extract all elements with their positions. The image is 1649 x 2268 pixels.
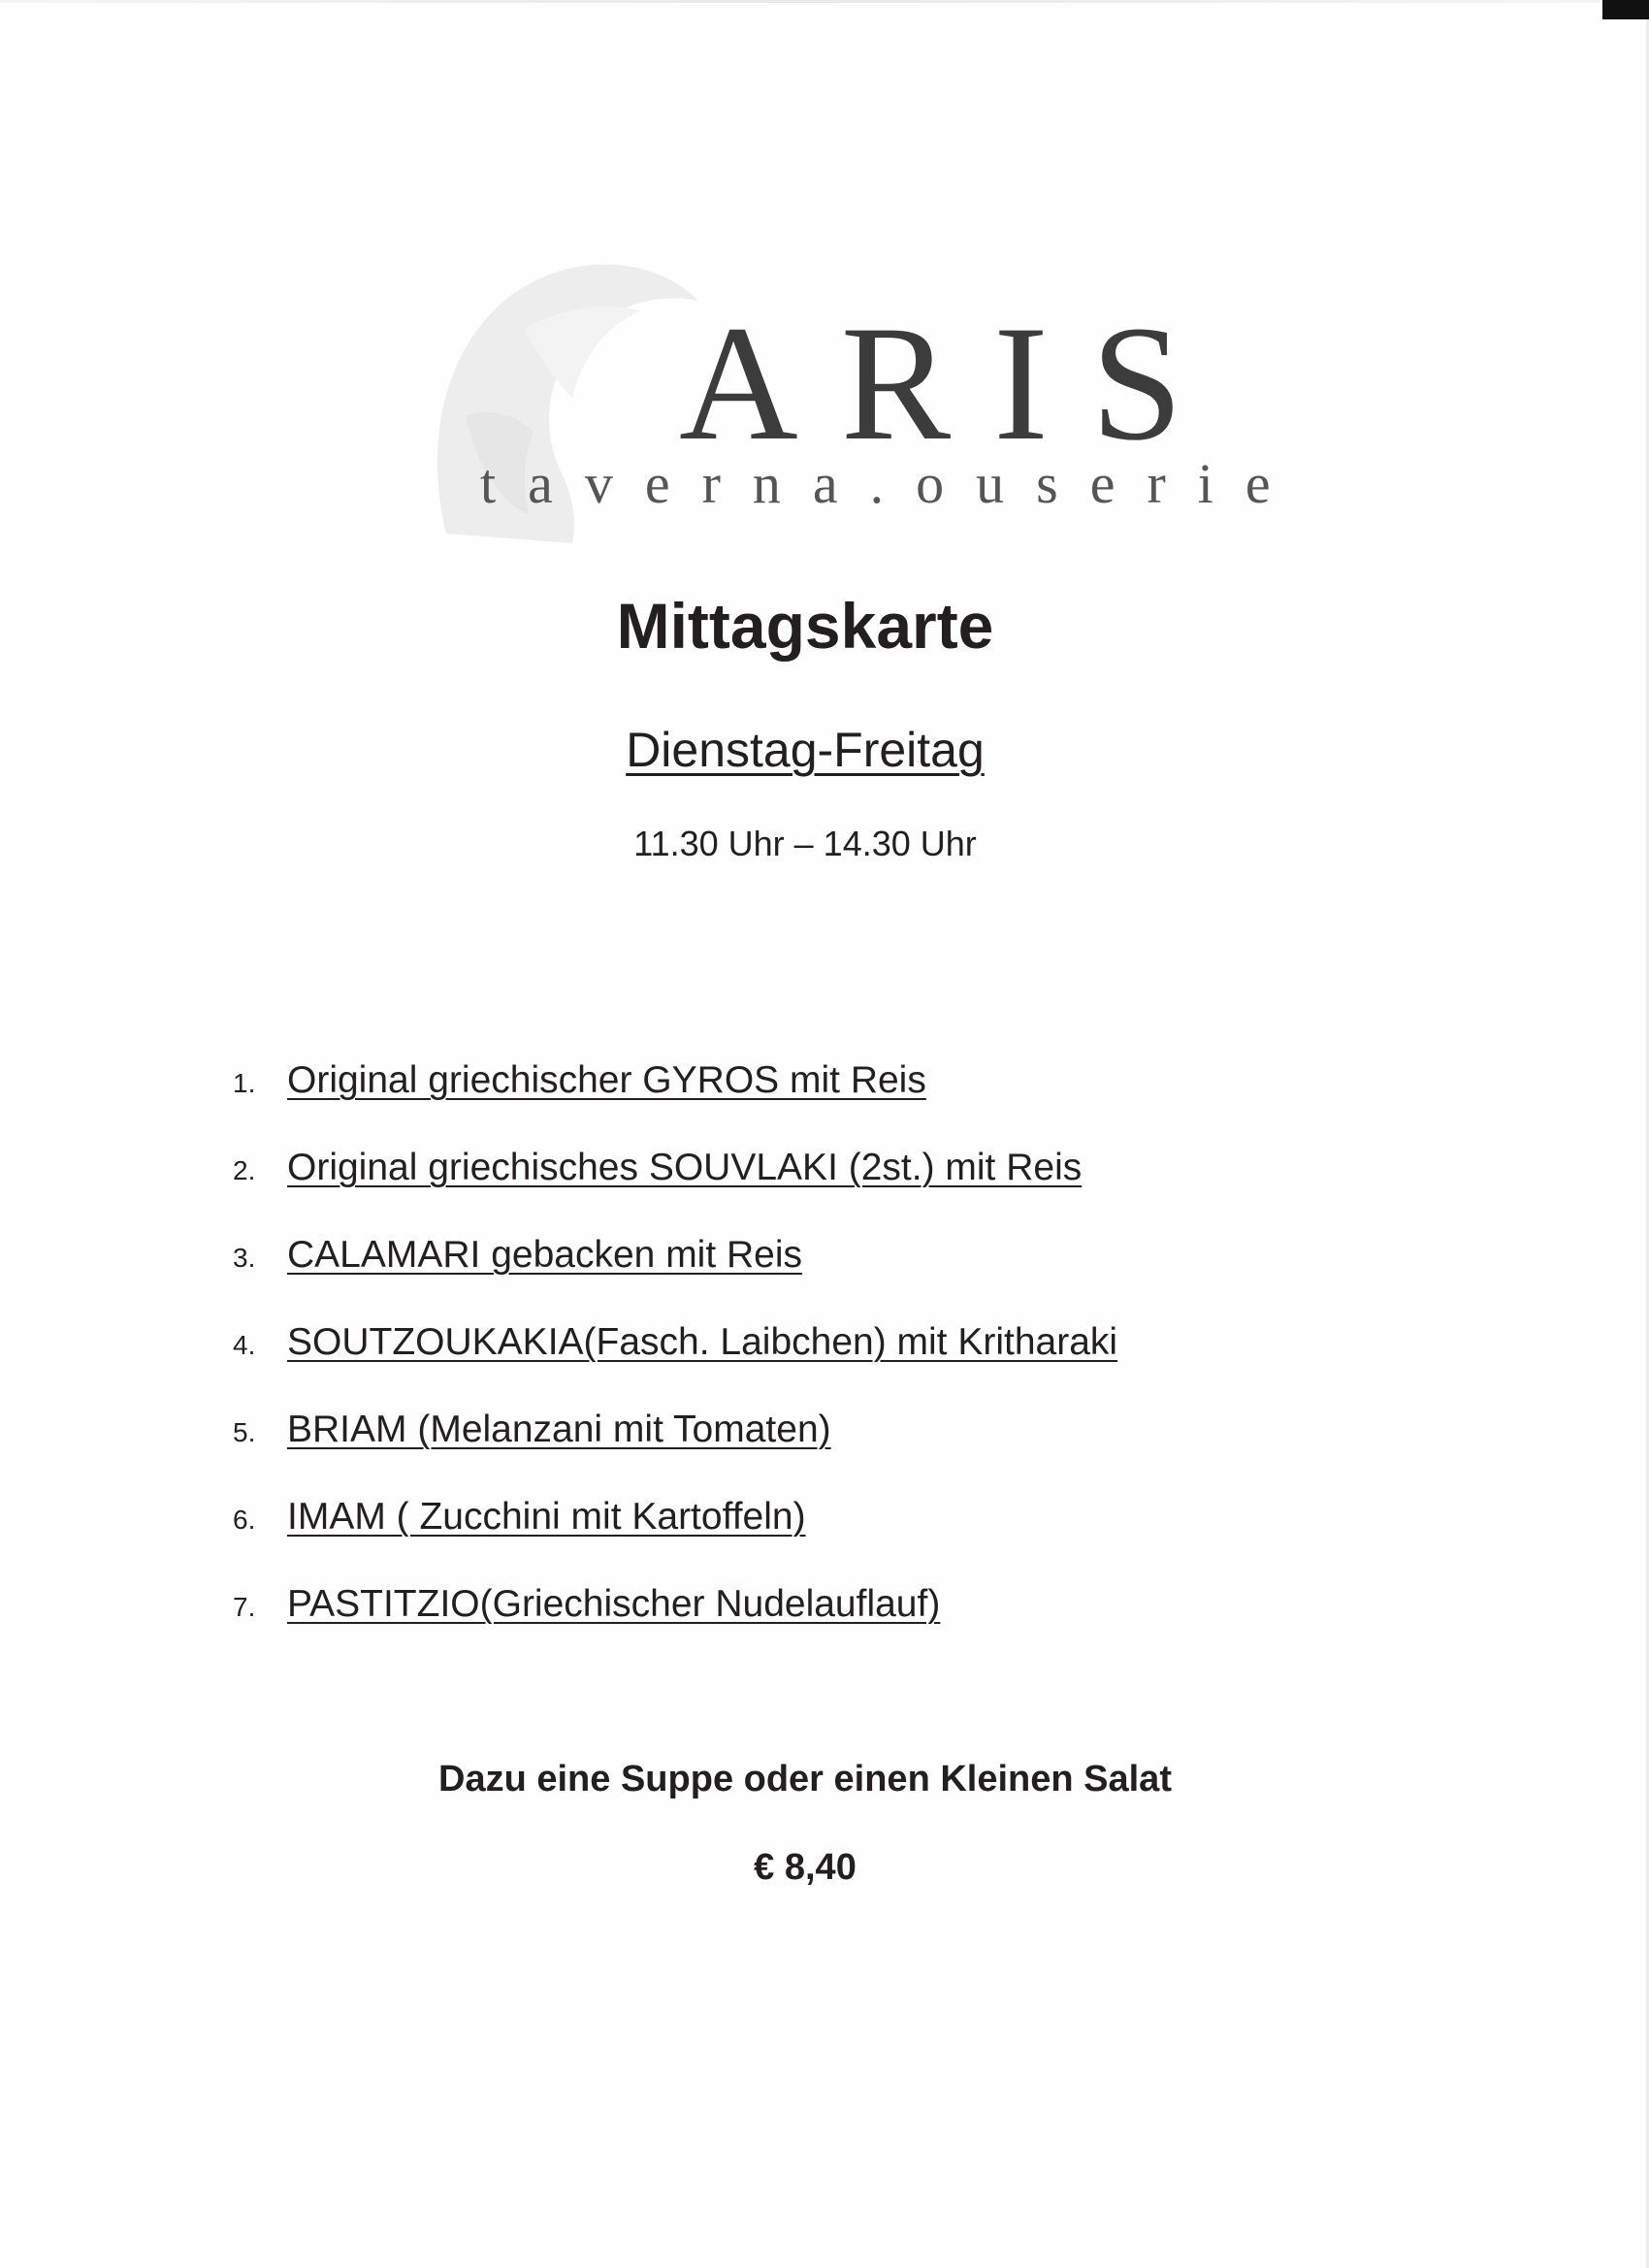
- menu-item-number: 1.: [233, 1068, 256, 1098]
- menu-item: [233, 1147, 1117, 1234]
- opening-hours: 11.30 Uhr – 14.30 Uhr: [633, 824, 977, 863]
- menu-item: [233, 1409, 1117, 1496]
- price: € 8,40: [754, 1847, 857, 1888]
- menu-item-number: 4.: [233, 1330, 256, 1360]
- menu-item: [233, 1583, 1117, 1670]
- page-title: Mittagskarte: [616, 590, 994, 662]
- menu-item-number: 7.: [233, 1592, 256, 1622]
- menu-item-number: 6.: [233, 1505, 256, 1535]
- menu-item-text: PASTITZIO(Griechischer Nudelauflauf): [287, 1583, 941, 1625]
- menu-item-text: IMAM ( Zucchini mit Kartoffeln): [287, 1496, 806, 1538]
- menu-item-text: BRIAM (Melanzani mit Tomaten): [287, 1409, 831, 1450]
- menu-item-number: 3.: [233, 1243, 256, 1273]
- days-heading: [0, 723, 1610, 777]
- menu-item: [233, 1234, 1117, 1321]
- menu-item-text: SOUTZOUKAKIA(Fasch. Laibchen) mit Kritharaki: [287, 1321, 1118, 1363]
- menu-item: [233, 1321, 1117, 1409]
- logo: [407, 243, 1303, 582]
- menu-item-text: CALAMARI gebacken mit Reis: [287, 1234, 803, 1276]
- menu-item-number: 5.: [233, 1417, 256, 1447]
- menu-item-text: Original griechisches SOUVLAKI (2st.) mit Reis: [287, 1147, 1083, 1188]
- menu-item-text: Original griechischer GYROS mit Reis: [287, 1059, 926, 1101]
- menu-list: [233, 1059, 1117, 1670]
- brand-subtitle: taverna.ouserie: [480, 452, 1303, 515]
- side-dish-note: Dazu eine Suppe oder einen Kleinen Salat: [438, 1759, 1172, 1799]
- scan-corner-mark: [1602, 0, 1649, 19]
- scan-edge-top: [0, 0, 1600, 3]
- menu-item: [233, 1059, 1117, 1147]
- brand-name: ARIS: [679, 292, 1226, 474]
- menu-item-number: 2.: [233, 1155, 256, 1185]
- menu-item: [233, 1496, 1117, 1583]
- days-text: Dienstag-Freitag: [626, 723, 985, 777]
